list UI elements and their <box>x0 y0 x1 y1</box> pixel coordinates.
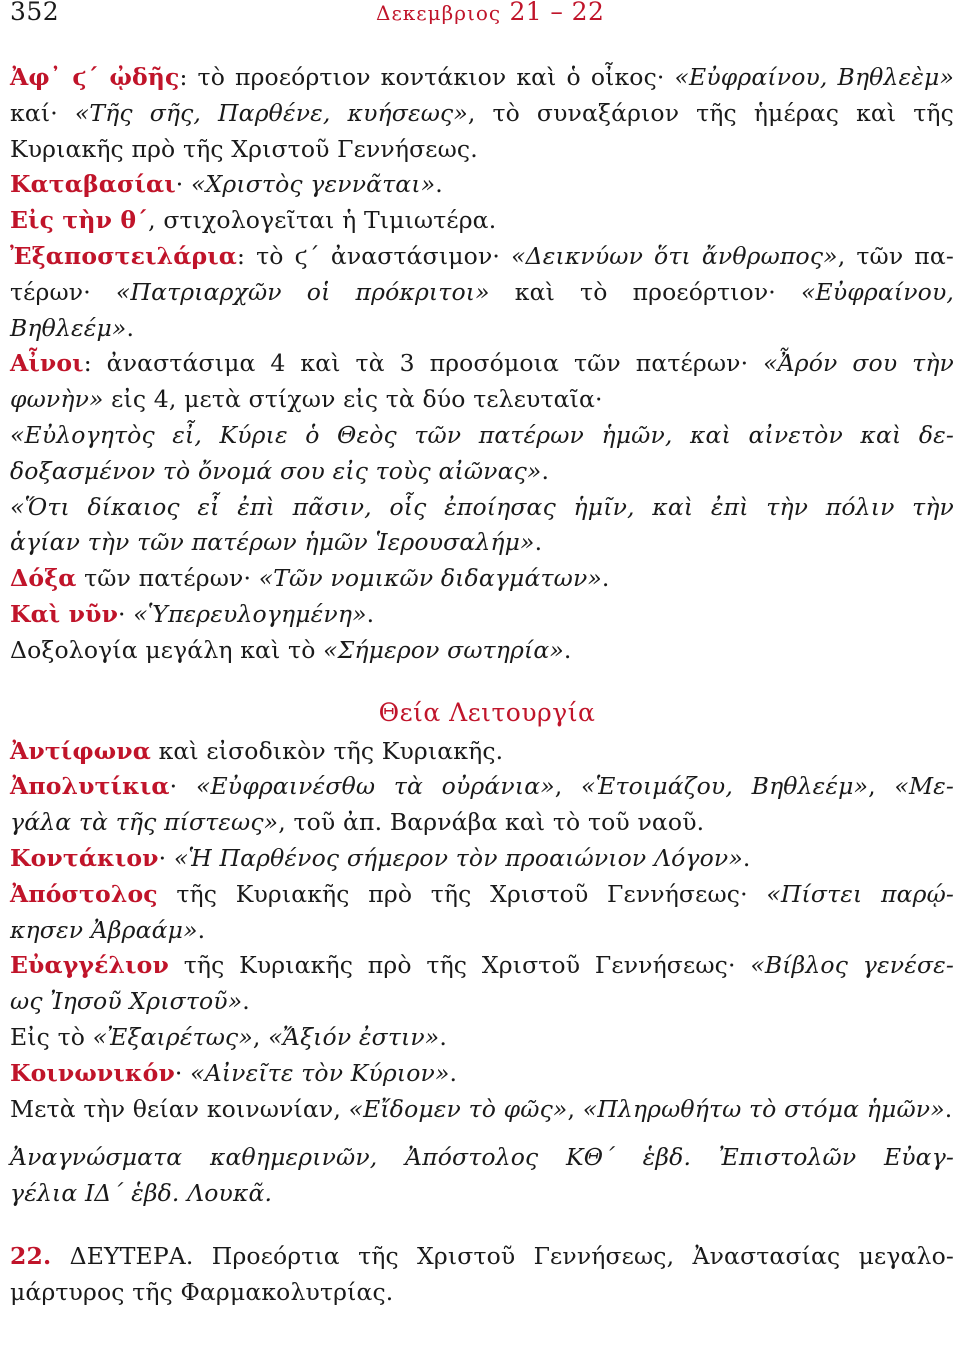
doxologia-text: Δοξολογία μεγάλη καὶ τὸ <box>10 635 324 664</box>
separator: · <box>175 170 191 199</box>
exaposteilaria-hymn-title: «Δεικνύων ὅτι ἄνθρωπος» <box>511 241 838 270</box>
kai-nyn-label: Καὶ νῦν <box>10 599 119 628</box>
after-communion-title: «Εἴδομεν τὸ φῶς» <box>348 1094 568 1123</box>
ainoi-verse-1-line-1: «Εὐλογητὸς εἶ, Κύριε ὁ Θεὸς τῶν πατέρων ἡμῶν, καὶ αἰνετὸν καὶ δε- <box>10 420 954 449</box>
apostolos-line-2 <box>10 913 954 949</box>
exaposteilaria-line-2 <box>10 275 954 311</box>
separator: , <box>554 772 582 801</box>
ode6-line-3: Κυριακῆς πρὸ τῆς Χριστοῦ Γεννήσεως. <box>10 134 478 163</box>
apostolos-label: Ἀπόστολος <box>10 879 158 908</box>
megalynarion-text: Εἰς τὸ <box>10 1022 93 1051</box>
ainoi-line-2 <box>10 382 954 418</box>
ode6-hymn-title: «Εὐφραίνου, Βηθλεὲμ» <box>674 63 954 91</box>
evangelion-incipit: «Βίβλος γενέσε- <box>750 951 955 980</box>
punctuation: . <box>563 635 572 664</box>
doxa-label: Δόξα <box>10 564 77 593</box>
day-number: 22. <box>10 1241 52 1270</box>
punctuation: . <box>439 1022 447 1051</box>
apolytikion-title: «Ἑτοιμάζου, Βηθλεέμ» <box>581 772 869 801</box>
after-communion-line <box>10 1092 954 1128</box>
ainoi-text: : ἀναστάσιμα 4 καὶ τὰ 3 προσόμοια τῶν πατέρων· <box>83 349 764 378</box>
apolytikion-title: γάλα τὰ τῆς πίστεως» <box>10 808 279 837</box>
ode9-label: Εἰς τὴν θ´ <box>10 206 149 235</box>
apolytikion-title: «Με- <box>894 772 955 801</box>
exaposteilaria-text: καὶ τὸ προεόρτιον· <box>489 277 801 306</box>
punctuation: . <box>601 564 610 593</box>
punctuation: . <box>449 1058 458 1087</box>
separator: · <box>169 772 196 801</box>
katavasiai-title: «Χριστὸς γεννᾶται» <box>191 170 436 199</box>
punctuation: . <box>197 915 206 944</box>
ode9-line <box>10 203 954 239</box>
liturgy-section-title: Θεία Λειτουργία <box>378 697 596 727</box>
next-day-line-1 <box>10 1239 954 1275</box>
page-body <box>10 60 954 1311</box>
apolytikia-line-1 <box>10 769 954 805</box>
doxa-hymn-title: «Τῶν νομικῶν διδαγμάτων» <box>258 564 602 593</box>
separator: , <box>567 1094 583 1123</box>
doxa-line <box>10 561 954 597</box>
running-head <box>376 0 604 26</box>
punctuation: . <box>366 599 375 628</box>
punctuation: . <box>126 313 135 342</box>
katavasiai-line <box>10 167 954 203</box>
separator: , <box>252 1022 269 1051</box>
separator: , <box>868 772 895 801</box>
punctuation: . <box>435 170 443 199</box>
evangelion-incipit: ως Ἰησοῦ Χριστοῦ» <box>10 987 243 1016</box>
next-day-text: ΔΕΥΤΕΡΑ. Προεόρτια τῆς Χριστοῦ Γεννήσεως, Ἀναστασίας μεγαλο- <box>51 1241 954 1270</box>
megalynarion-title: «Ἄξιόν ἐστιν» <box>268 1022 440 1051</box>
koinonikon-line <box>10 1056 954 1092</box>
spacer <box>10 1212 954 1239</box>
ode6-text: καί· <box>10 98 75 127</box>
koinonikon-title: «Αἰνεῖτε τὸν Κύριον» <box>190 1058 450 1087</box>
apostolos-incipit: «Πίστει παρῴ- <box>766 879 954 908</box>
antiphona-label: Ἀντίφωνα <box>10 736 151 765</box>
ainoi-verse-2-line-1: «Ὅτι δίκαιος εἶ ἐπὶ πᾶσιν, οἷς ἐποίησας ἡμῖν, καὶ ἐπὶ τὴν πόλιν τὴν <box>10 492 954 521</box>
readings-line-1: Ἀναγνώσματα καθημερινῶν, Ἀπόστολος ΚΘ´ ἑβδ. Ἐπιστολῶν Εὐαγ- <box>10 1143 954 1172</box>
ode6-label: Ἀφ᾿ ϛ´ ᾠδῆς <box>10 63 180 91</box>
ainoi-text: εἰς 4, μετὰ στίχων εἰς τὰ δύο τελευταῖα· <box>103 385 603 414</box>
exaposteilaria-hymn-title: «Πατριαρχῶν οἱ πρόκριτοι» <box>115 277 490 306</box>
punctuation: . <box>242 987 250 1016</box>
apolytikia-label: Ἀπολυτίκια <box>10 772 170 801</box>
punctuation: . <box>534 528 543 557</box>
spacer <box>10 669 954 696</box>
ode6-line-2 <box>10 96 954 132</box>
apostolos-text: τῆς Κυριακῆς πρὸ τῆς Χριστοῦ Γεννήσεως· <box>157 879 767 908</box>
running-head-days: 21 – 22 <box>509 0 605 26</box>
kai-nyn-line <box>10 597 954 633</box>
apolytikia-text: , τοῦ ἀπ. Βαρνάβα καὶ τὸ τοῦ ναοῦ. <box>278 808 705 837</box>
koinonikon-label: Κοινωνικόν <box>10 1058 175 1087</box>
ainoi-label: Αἶνοι <box>10 349 84 378</box>
exaposteilaria-hymn-title: Βηθλεέμ» <box>10 313 127 342</box>
ode6-line-1 <box>10 60 954 96</box>
spacer <box>10 1127 954 1140</box>
exaposteilaria-label: Ἐξαποστειλάρια <box>10 241 237 270</box>
megalynarion-title: «Ἐξαιρέτως» <box>92 1022 253 1051</box>
ainoi-line-1 <box>10 346 954 382</box>
apolytikion-title: «Εὐφραινέσθω τὰ οὐράνια» <box>195 772 555 801</box>
punctuation: . <box>742 843 751 872</box>
punctuation: . <box>944 1094 953 1123</box>
evangelion-line-1 <box>10 948 954 984</box>
antiphona-text: καὶ εἰσοδικὸν τῆς Κυριακῆς. <box>150 736 504 765</box>
exaposteilaria-line-1 <box>10 239 954 275</box>
apostolos-line-1 <box>10 877 954 913</box>
antiphona-line <box>10 734 954 770</box>
doxologia-line <box>10 633 954 669</box>
next-day-line-2: μάρτυρος τῆς Φαρμακολυτρίας. <box>10 1277 394 1306</box>
ainoi-hymn-title: «Ἆρόν σου τὴν <box>763 349 954 378</box>
separator: · <box>158 843 174 872</box>
ode6-text: , τὸ συναξάριον τῆς ἡμέρας καὶ τῆς <box>467 98 954 127</box>
kontakion-line <box>10 841 954 877</box>
after-communion-title: «Πληρωθήτω τὸ στόμα ἡμῶν» <box>582 1094 945 1123</box>
evangelion-text: τῆς Κυριακῆς πρὸ τῆς Χριστοῦ Γεννήσεως· <box>168 951 751 980</box>
exaposteilaria-text: τέρων· <box>10 277 116 306</box>
ode6-hymn-title: «Τῆς σῆς, Παρθένε, κυήσεως» <box>74 98 468 127</box>
ainoi-verse-2-line-2 <box>10 525 954 561</box>
page-number: 352 <box>10 0 60 26</box>
exaposteilaria-text: , τῶν πα- <box>837 241 954 270</box>
apolytikia-line-2 <box>10 805 954 841</box>
megalynarion-line <box>10 1020 954 1056</box>
kontakion-title: «Ἡ Παρθένος σήμερον τὸν προαιώνιον Λόγον» <box>173 843 743 872</box>
ode9-text: , στιχολογεῖται ἡ Τιμιωτέρα. <box>148 206 497 235</box>
katavasiai-label: Καταβασίαι <box>10 170 176 199</box>
exaposteilaria-text: : τὸ ϛ´ ἀναστάσιμον· <box>236 241 512 270</box>
ainoi-verse-text: ἁγίαν τὴν τῶν πατέρων ἡμῶν Ἱερουσαλήμ» <box>10 528 535 557</box>
doxologia-hymn-title: «Σήμερον σωτηρία» <box>323 635 564 664</box>
page-header <box>10 0 952 31</box>
running-head-month: Δεκεμβριος <box>376 1 502 25</box>
apostolos-incipit: κησεν Ἀβραάμ» <box>10 915 198 944</box>
exaposteilaria-line-3 <box>10 311 954 347</box>
kai-nyn-hymn-title: «Ὑπερευλογημένη» <box>133 599 367 628</box>
doxa-text: τῶν πατέρων· <box>76 564 259 593</box>
readings-line-2: γέλια ΙΔ´ ἑβδ. Λουκᾶ. <box>10 1179 273 1208</box>
exaposteilaria-hymn-title: «Εὐφραίνου, <box>800 277 954 306</box>
evangelion-label: Εὐαγγέλιον <box>10 951 169 980</box>
after-communion-text: Μετὰ τὴν θείαν κοινωνίαν, <box>10 1094 349 1123</box>
separator: · <box>174 1058 191 1087</box>
evangelion-line-2 <box>10 984 954 1020</box>
kontakion-label: Κοντάκιον <box>10 843 159 872</box>
ainoi-verse-1-line-2 <box>10 454 954 490</box>
separator: · <box>118 599 134 628</box>
punctuation: . <box>541 456 550 485</box>
ode6-text: : τὸ προεόρτιον κοντάκιον καὶ ὁ οἶκος· <box>179 63 675 91</box>
ainoi-hymn-title: φωνὴν» <box>10 385 104 414</box>
ainoi-verse-text: δοξασμένον τὸ ὄνομά σου εἰς τοὺς αἰῶνας» <box>10 456 542 485</box>
